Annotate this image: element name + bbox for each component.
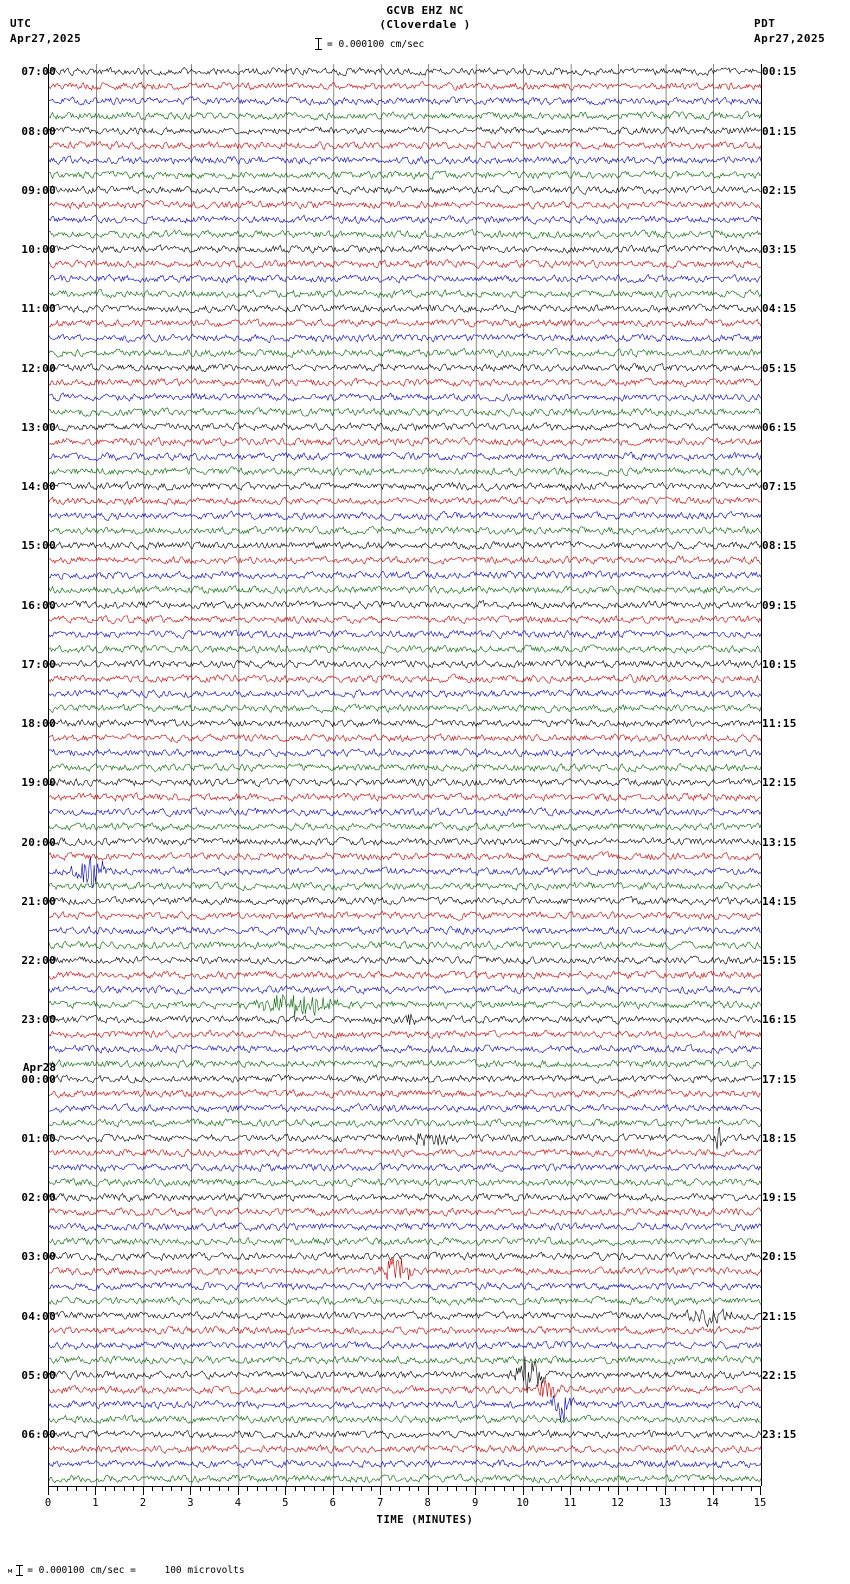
axis-tick-major <box>333 1486 334 1495</box>
footer-scale-text: = 0.000100 cm/sec = 100 microvolts <box>27 1565 245 1576</box>
axis-tick-minor <box>152 1486 153 1491</box>
axis-tick-label: 0 <box>44 1497 52 1509</box>
axis-tick-minor <box>456 1486 457 1491</box>
axis-tick-minor <box>703 1486 704 1491</box>
hour-label-utc: 06:00 <box>21 1428 56 1442</box>
axis-tick-minor <box>466 1486 467 1491</box>
axis-tick-minor <box>532 1486 533 1491</box>
axis-tick-minor <box>295 1486 296 1491</box>
axis-tick-major <box>285 1486 286 1495</box>
hour-label-local: 14:15 <box>762 894 797 908</box>
axis-tick-minor <box>751 1486 752 1491</box>
scale-bar-icon <box>315 38 322 50</box>
axis-tick-minor <box>646 1486 647 1491</box>
axis-tick-label: 1 <box>92 1497 99 1509</box>
axis-tick-minor <box>209 1486 210 1491</box>
axis-tick-minor <box>57 1486 58 1491</box>
hour-label-utc: 20:00 <box>21 835 56 849</box>
axis-tick-minor <box>133 1486 134 1491</box>
seismogram-traces <box>49 64 761 1486</box>
axis-tick-label: 2 <box>139 1497 147 1509</box>
axis-tick-minor <box>561 1486 562 1491</box>
axis-tick-label: 13 <box>658 1497 672 1509</box>
hour-label-utc: 23:00 <box>21 1013 56 1027</box>
hour-label-utc: 02:00 <box>21 1191 56 1205</box>
axis-tick-minor <box>171 1486 172 1491</box>
hour-label-local: 05:15 <box>762 361 797 375</box>
axis-tick-minor <box>684 1486 685 1491</box>
axis-tick-label: 12 <box>611 1497 624 1509</box>
axis-tick-label: 9 <box>472 1497 479 1509</box>
axis-tick-minor <box>656 1486 657 1491</box>
axis-tick-minor <box>323 1486 324 1491</box>
station-name: (Cloverdale ) <box>379 18 471 31</box>
hour-label-local: 23:15 <box>762 1428 797 1442</box>
hour-label-utc: 10:00 <box>21 243 56 257</box>
hour-label-utc: 21:00 <box>21 894 56 908</box>
axis-tick-label: 10 <box>516 1497 529 1509</box>
axis-tick-minor <box>276 1486 277 1491</box>
axis-tick-major <box>238 1486 239 1495</box>
axis-tick-major <box>760 1486 761 1495</box>
hour-label-utc: 07:00 <box>21 65 56 79</box>
hour-label-local: 18:15 <box>762 1131 797 1145</box>
hour-label-local: 06:15 <box>762 420 797 434</box>
hour-label-local: 04:15 <box>762 302 797 316</box>
axis-title: TIME (MINUTES) <box>376 1514 474 1526</box>
hour-label-utc: 03:00 <box>21 1250 56 1264</box>
axis-tick-minor <box>361 1486 362 1491</box>
header-right-timezone: PDT <box>754 17 776 30</box>
axis-tick-minor <box>551 1486 552 1491</box>
axis-tick-major <box>190 1486 191 1495</box>
axis-tick-major <box>475 1486 476 1495</box>
axis-tick-minor <box>485 1486 486 1491</box>
hour-label-local: 07:15 <box>762 480 797 494</box>
axis-line <box>48 1486 760 1487</box>
axis-tick-minor <box>314 1486 315 1491</box>
axis-tick-major <box>618 1486 619 1495</box>
hour-label-utc: 19:00 <box>21 776 56 790</box>
axis-tick-minor <box>105 1486 106 1491</box>
footer-mini-label: м <box>8 1566 13 1575</box>
axis-tick-minor <box>219 1486 220 1491</box>
hour-label-utc: 14:00 <box>21 480 56 494</box>
hour-label-utc: 04:00 <box>21 1309 56 1323</box>
hour-label-local: 01:15 <box>762 124 797 138</box>
axis-tick-minor <box>599 1486 600 1491</box>
hour-label-utc: 08:00 <box>21 124 56 138</box>
hour-label-local: 02:15 <box>762 183 797 197</box>
hour-label-utc: 05:00 <box>21 1368 56 1382</box>
axis-tick-minor <box>675 1486 676 1491</box>
hour-label-utc: 00:00 <box>21 1072 56 1086</box>
hour-label-local: 16:15 <box>762 1013 797 1027</box>
axis-tick-label: 6 <box>329 1497 336 1509</box>
hour-label-utc: 17:00 <box>21 657 56 671</box>
hour-label-local: 12:15 <box>762 776 797 790</box>
hour-label-local: 11:15 <box>762 717 797 731</box>
header-left-date: Apr27,2025 <box>10 32 82 45</box>
hour-label-utc: 15:00 <box>21 539 56 553</box>
axis-tick-label: 5 <box>282 1497 289 1509</box>
axis-tick-label: 15 <box>753 1497 767 1509</box>
hour-label-local: 00:15 <box>762 65 797 79</box>
helicorder-plot <box>48 64 762 1486</box>
axis-tick-minor <box>732 1486 733 1491</box>
axis-tick-minor <box>352 1486 353 1491</box>
axis-tick-label: 11 <box>563 1497 577 1509</box>
hour-label-utc: 13:00 <box>21 420 56 434</box>
axis-tick-minor <box>114 1486 115 1491</box>
axis-tick-minor <box>542 1486 543 1491</box>
axis-tick-major <box>95 1486 96 1495</box>
axis-tick-minor <box>266 1486 267 1491</box>
hour-label-utc: 12:00 <box>21 361 56 375</box>
scale-indicator <box>315 38 424 50</box>
axis-tick-major <box>143 1486 144 1495</box>
header-right-timezone-block <box>754 16 840 46</box>
hour-label-utc: 18:00 <box>21 717 56 731</box>
axis-tick-major <box>48 1486 49 1495</box>
header-station-block <box>0 4 850 32</box>
hour-label-utc: 22:00 <box>21 954 56 968</box>
axis-tick-label: 14 <box>706 1497 719 1509</box>
axis-tick-minor <box>162 1486 163 1491</box>
footer-scale <box>8 1565 245 1576</box>
header-right-date: Apr27,2025 <box>754 32 826 45</box>
axis-tick-major <box>380 1486 381 1495</box>
axis-tick-label: 4 <box>234 1497 242 1509</box>
axis-tick-minor <box>67 1486 68 1491</box>
day-change-label: Apr28 <box>22 1060 56 1074</box>
axis-tick-minor <box>447 1486 448 1491</box>
axis-tick-minor <box>608 1486 609 1491</box>
axis-tick-major <box>523 1486 524 1495</box>
axis-tick-minor <box>228 1486 229 1491</box>
axis-tick-minor <box>390 1486 391 1491</box>
axis-tick-minor <box>181 1486 182 1491</box>
footer-scale-bar-icon <box>16 1565 23 1576</box>
hour-label-local: 19:15 <box>762 1191 797 1205</box>
hour-label-local: 03:15 <box>762 243 797 257</box>
axis-tick-minor <box>304 1486 305 1491</box>
hour-label-local: 09:15 <box>762 598 797 612</box>
axis-tick-minor <box>409 1486 410 1491</box>
axis-tick-minor <box>637 1486 638 1491</box>
axis-tick-major <box>570 1486 571 1495</box>
hour-label-utc: 16:00 <box>21 598 56 612</box>
header-left-timezone: UTC <box>10 17 32 30</box>
axis-tick-minor <box>627 1486 628 1491</box>
hour-label-utc: 09:00 <box>21 183 56 197</box>
axis-tick-label: 7 <box>377 1497 384 1509</box>
hour-label-local: 08:15 <box>762 539 797 553</box>
hour-label-utc: 11:00 <box>21 302 56 316</box>
axis-tick-major <box>713 1486 714 1495</box>
axis-tick-minor <box>504 1486 505 1491</box>
axis-tick-minor <box>580 1486 581 1491</box>
scale-label: = 0.000100 cm/sec <box>327 38 425 50</box>
axis-tick-major <box>428 1486 429 1495</box>
axis-tick-minor <box>257 1486 258 1491</box>
axis-tick-minor <box>86 1486 87 1491</box>
axis-tick-minor <box>76 1486 77 1491</box>
axis-tick-minor <box>494 1486 495 1491</box>
axis-tick-minor <box>247 1486 248 1491</box>
hour-label-utc: 01:00 <box>21 1131 56 1145</box>
axis-tick-minor <box>342 1486 343 1491</box>
axis-tick-minor <box>418 1486 419 1491</box>
station-code: GCVB EHZ NC <box>386 4 464 17</box>
axis-tick-minor <box>399 1486 400 1491</box>
axis-tick-minor <box>124 1486 125 1491</box>
axis-tick-label: 3 <box>187 1497 194 1509</box>
axis-tick-minor <box>589 1486 590 1491</box>
axis-tick-label: 8 <box>424 1497 431 1509</box>
axis-tick-major <box>665 1486 666 1495</box>
hour-label-local: 15:15 <box>762 954 797 968</box>
hour-label-local: 10:15 <box>762 657 797 671</box>
hour-label-local: 22:15 <box>762 1368 797 1382</box>
axis-tick-minor <box>513 1486 514 1491</box>
hour-label-local: 13:15 <box>762 835 797 849</box>
axis-tick-minor <box>694 1486 695 1491</box>
axis-tick-minor <box>437 1486 438 1491</box>
axis-tick-minor <box>741 1486 742 1491</box>
axis-tick-minor <box>200 1486 201 1491</box>
hour-label-local: 21:15 <box>762 1309 797 1323</box>
hour-label-local: 17:15 <box>762 1072 797 1086</box>
hour-label-local: 20:15 <box>762 1250 797 1264</box>
axis-tick-minor <box>371 1486 372 1491</box>
axis-tick-minor <box>722 1486 723 1491</box>
